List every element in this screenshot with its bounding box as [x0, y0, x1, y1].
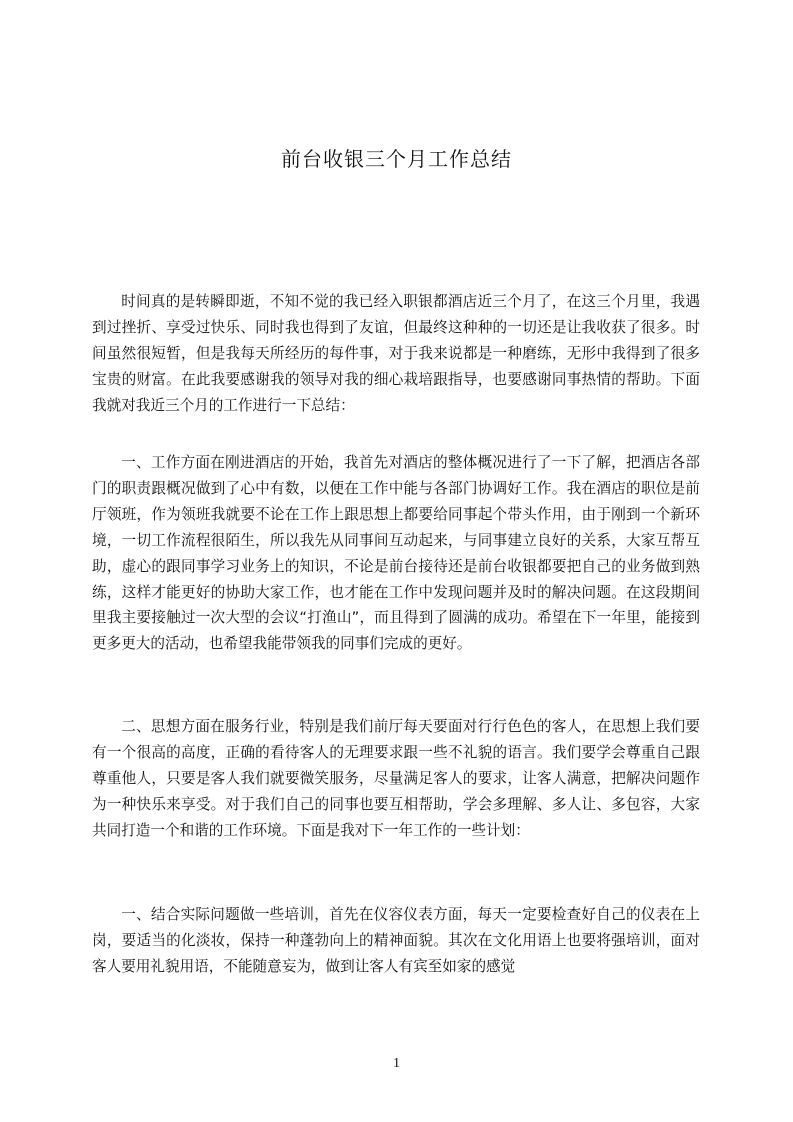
paragraph-training-plan: 一、结合实际问题做一些培训，首先在仪容仪表方面，每天一定要检查好自己的仪表在上岗，要适当的化淡妆，保持一种蓬勃向上的精神面貌。其次在文化用语上也要将强培训，面对客人要用礼貌用语，不能随意妄为，做到让客人有宾至如家的感觉 — [92, 906, 700, 975]
paragraph-intro: 时间真的是转瞬即逝，不知不觉的我已经入职银都酒店近三个月了，在这三个月里，我遇到过挫折、享受过快乐、同时我也得到了友谊，但最终这种种的一切还是让我收获了很多。时间虽然很短暂，但是我每天所经历的每件事，对于我来说都是一种磨练，无形中我得到了很多宝贵的财富。在此我要感谢我的领导对我的细心栽培跟指导，也要感谢同事热情的帮助。下面我就对我近三个月的工作进行一下总结： — [92, 293, 700, 414]
paragraph-work: 一、工作方面在刚进酒店的开始，我首先对酒店的整体概况进行了一下了解，把酒店各部门的职责跟概况做到了心中有数，以便在工作中能与各部门协调好工作。我在酒店的职位是前厅领班，作为领班我就要不论在工作上跟思想上都要给同事起个带头作用，由于刚到一个新环境，一切工作流程很陌生，所以我先从同事间互动起来，与同事建立良好的关系，大家互帮互助，虚心的跟同事学习业务上的知识，不论是前台接待还是前台收银都要把自己的业务做到熟练，这样才能更好的协助大家工作，也才能在工作中发现问题并及时的解决问题。在这段期间里我主要接触过一次大型的会议“打渔山”，而且得到了圆满的成功。希望在下一年里，能接到更多更大的活动，也希望我能带领我的同事们完成的更好。 — [92, 454, 700, 653]
document-title: 前台收银三个月工作总结 — [281, 147, 512, 171]
page-number: 1 — [393, 1056, 400, 1071]
paragraph-thought: 二、思想方面在服务行业，特别是我们前厅每天要面对行行色色的客人，在思想上我们要有一个很高的高度，正确的看待客人的无理要求跟一些不礼貌的语言。我们要学会尊重自己跟尊重他人，只要是客人我们就要微笑服务，尽量满足客人的要求，让客人满意，把解决问题作为一种快乐来享受。对于我们自己的同事也要互相帮助，学会多理解、多人让、多包容，大家共同打造一个和谐的工作环境。下面是我对下一年工作的一些计划： — [92, 718, 700, 839]
